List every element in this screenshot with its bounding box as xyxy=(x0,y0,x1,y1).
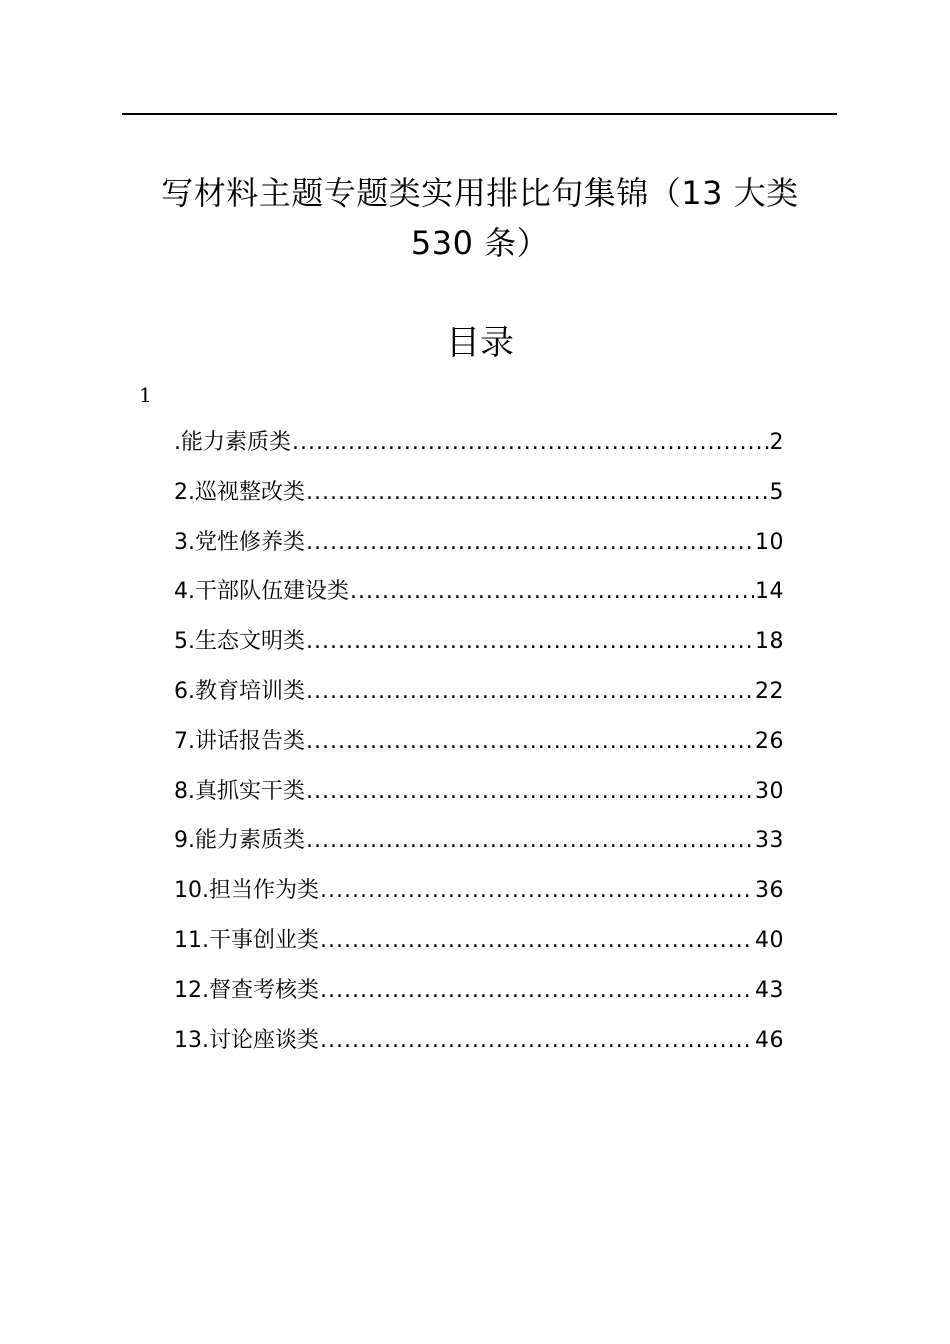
toc-entry-page: 10 xyxy=(755,529,784,555)
toc-entry-page: 26 xyxy=(755,728,784,754)
toc-entry-page: 22 xyxy=(755,678,784,704)
toc-dot-leader xyxy=(306,673,754,711)
toc-entry-page: 18 xyxy=(755,629,784,655)
toc-entry-page: 33 xyxy=(755,828,784,854)
toc-dot-leader xyxy=(292,424,769,462)
toc-dot-leader xyxy=(306,773,754,811)
toc-dot-leader xyxy=(350,573,754,611)
toc-entry-page: 30 xyxy=(755,778,784,804)
toc-entry[interactable] xyxy=(174,573,784,623)
toc-dot-leader xyxy=(320,1022,754,1060)
toc-dot-leader xyxy=(306,524,754,562)
toc-entry[interactable] xyxy=(174,972,784,1022)
stray-number: 1 xyxy=(139,383,152,407)
toc-entry[interactable] xyxy=(174,623,784,673)
toc-entry-page: 40 xyxy=(755,927,784,953)
toc-entry[interactable] xyxy=(174,872,784,922)
toc-entry-label: 5.生态文明类 xyxy=(174,629,305,655)
toc-entry[interactable] xyxy=(174,424,784,474)
toc-entry-page: 14 xyxy=(755,579,784,605)
toc-entry[interactable] xyxy=(174,723,784,773)
toc-entry-page: 5 xyxy=(769,479,784,505)
toc-entry[interactable] xyxy=(174,1022,784,1072)
toc-entry[interactable] xyxy=(174,822,784,872)
toc-entry-label: 2.巡视整改类 xyxy=(174,479,305,505)
toc-entry-label: 3.党性修养类 xyxy=(174,529,305,555)
toc-dot-leader xyxy=(306,623,754,661)
toc-entry[interactable] xyxy=(174,773,784,823)
toc-entry-label: 12.督查考核类 xyxy=(174,977,319,1003)
toc-entry-page: 46 xyxy=(755,1027,784,1053)
document-title xyxy=(130,168,830,268)
toc-entry-label: 11.干事创业类 xyxy=(174,927,319,953)
toc-entry-page: 36 xyxy=(755,878,784,904)
toc-entry-label: 7.讲话报告类 xyxy=(174,728,305,754)
toc-dot-leader xyxy=(320,872,754,910)
toc-entry-label: 10.担当作为类 xyxy=(174,878,319,904)
toc-entry-page: 43 xyxy=(755,977,784,1003)
toc-dot-leader xyxy=(320,922,754,960)
toc-dot-leader xyxy=(320,972,754,1010)
toc-heading: 目录 xyxy=(446,323,514,363)
toc-entry[interactable] xyxy=(174,673,784,723)
toc-entry-label: 8.真抓实干类 xyxy=(174,778,305,804)
document-title-line-2: 530 条） xyxy=(410,224,550,262)
toc-dot-leader xyxy=(306,822,754,860)
toc-dot-leader xyxy=(306,723,754,761)
toc-entry[interactable] xyxy=(174,922,784,972)
toc-entry-label: 6.教育培训类 xyxy=(174,678,305,704)
toc-entry-page: 2 xyxy=(769,430,784,455)
toc-entry[interactable] xyxy=(174,524,784,574)
toc-dot-leader xyxy=(306,474,769,512)
toc-entry-label: .能力素质类 xyxy=(174,430,291,455)
toc-entry[interactable] xyxy=(174,474,784,524)
document-title-line-1: 写材料主题专题类实用排比句集锦（13 大类 xyxy=(161,174,799,212)
toc-entry-label: 13.讨论座谈类 xyxy=(174,1027,319,1053)
toc-entry-label: 4.干部队伍建设类 xyxy=(174,579,349,605)
header-rule xyxy=(122,113,837,115)
toc-entry-label: 9.能力素质类 xyxy=(174,828,305,854)
table-of-contents xyxy=(174,424,784,1071)
